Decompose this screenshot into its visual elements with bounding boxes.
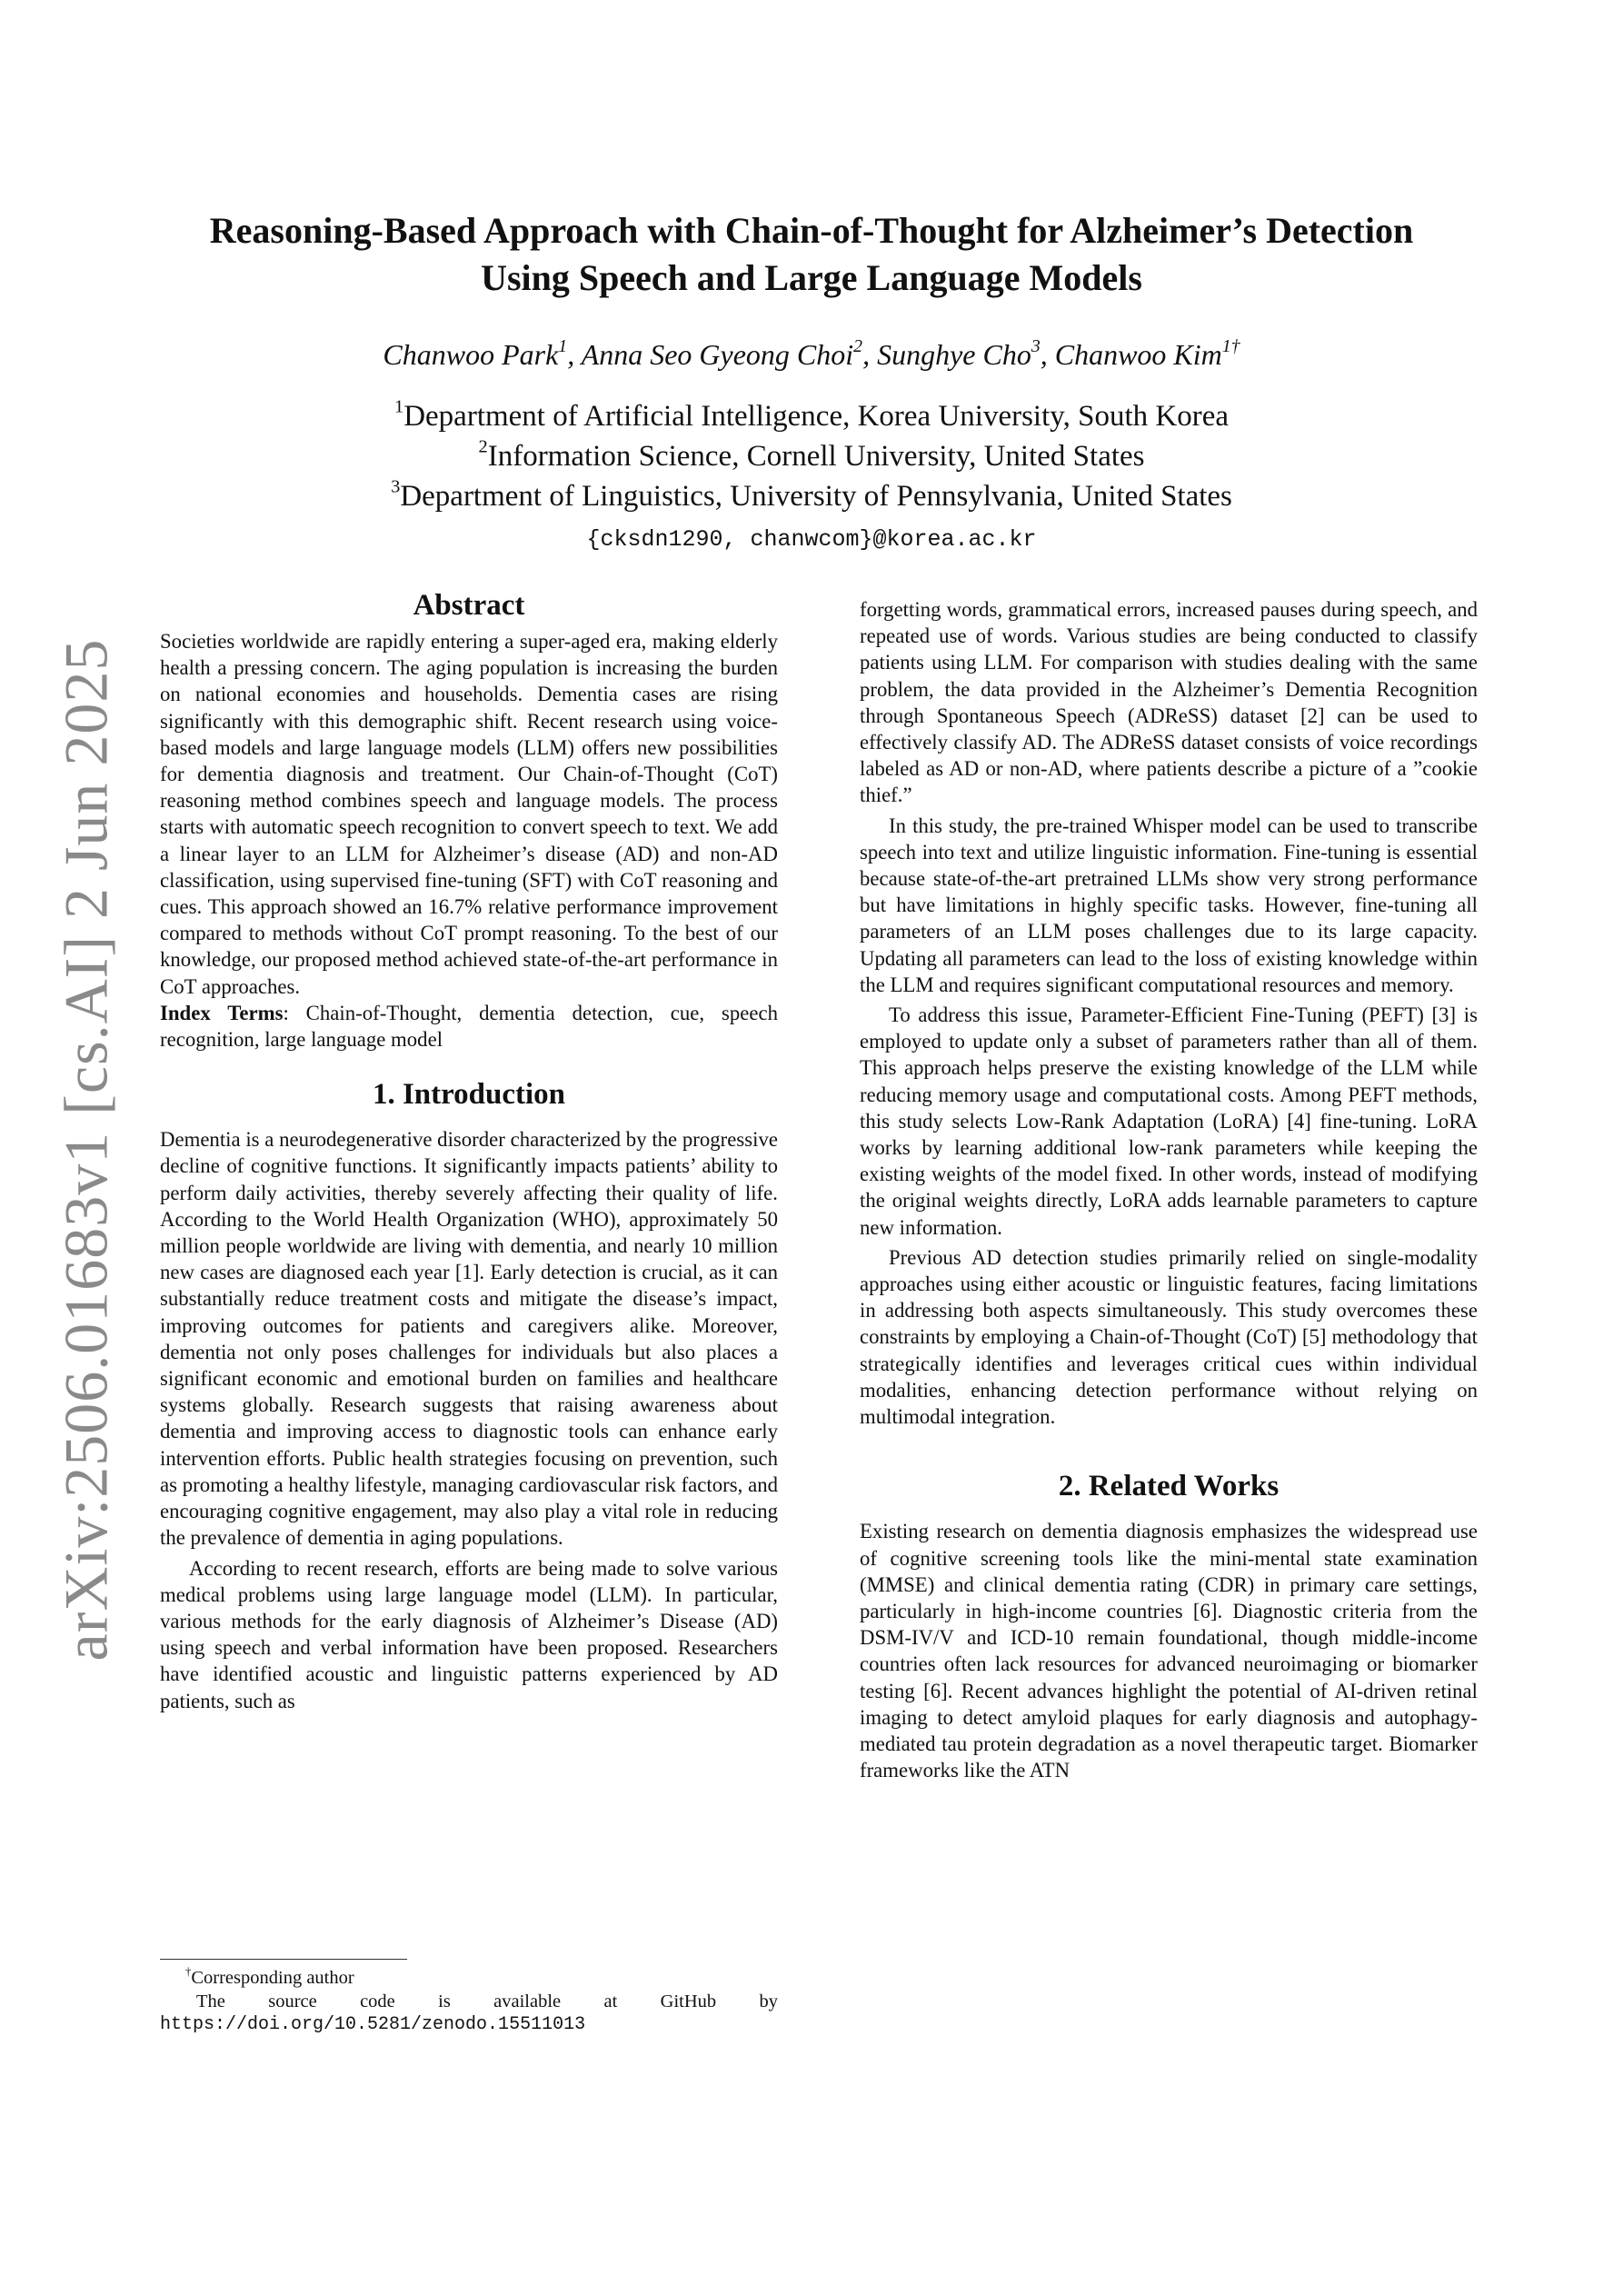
index-terms xyxy=(160,1000,778,1053)
author-separator: , xyxy=(567,338,582,371)
author-name: Chanwoo Park xyxy=(383,338,559,371)
affiliation-1 xyxy=(136,398,1487,434)
index-terms-text: : Chain-of-Thought, dementia detection, cue, speech recognition, large language model xyxy=(160,1001,778,1052)
author-affiliation-mark: 3 xyxy=(1031,336,1041,357)
source-code-footnote: The source code is available at GitHub by xyxy=(196,1992,778,2011)
related-works-paragraph-1: Existing research on dementia diagnosis emphasizes the widespread use of cognitive screening tools like the mini-mental state examination (MMSE) and clinical dementia rating (CDR) in primary care settings, particularly in high-income countries [6]. Diagnostic criteria from the DSM-IV/V and ICD-10 remain foundational, though middle-income countries often lack resources for advanced neuroimaging or biomarker testing [6]. Recent advances highlight the potential of AI-driven retinal imaging to detect amyloid plaques for early diagnosis and autophagy-mediated tau protein degradation as a novel therapeutic target. Biomarker frameworks like the ATN xyxy=(860,1520,1478,1782)
abstract-heading: Abstract xyxy=(413,589,525,622)
author-list xyxy=(136,336,1487,373)
footnote-divider xyxy=(160,1959,407,1960)
corresponding-author-text: Corresponding author xyxy=(191,1968,354,1988)
affiliation-text: Department of Artificial Intelligence, Korea University, South Korea xyxy=(403,400,1230,433)
introduction-paragraph-2: According to recent research, efforts are being made to solve various medical problems using large language model (LLM). In particular, various methods for the early diagnosis of Alzheimer’s Disease (AD) using speech and verbal information have been proposed. Researchers have identified acoustic and linguistic patterns experienced by AD patients, such as xyxy=(160,1556,778,1712)
footnotes xyxy=(160,1966,778,2037)
related-works-heading: 2. Related Works xyxy=(1058,1470,1279,1503)
arxiv-identifier: arXiv:2506.01683v1 [cs.AI] 2 Jun 2025 xyxy=(51,638,121,1662)
affiliation-mark: 2 xyxy=(478,436,488,457)
author-name: Sunghye Cho xyxy=(877,338,1031,371)
author-name: Chanwoo Kim xyxy=(1054,338,1222,371)
introduction-paragraph-2-continued: forgetting words, grammatical errors, increased pauses during speech, and repeated use of words. Various studies are being conducted to classify patients using LLM. For comparison with studies dealing with the same problem, the data provided in the Alzheimer’s Dementia Recognition through Spontaneous Speech (ADReSS) dataset [2] can be used to effectively classify AD. The ADReSS dataset consists of voice recordings labeled as AD or non-AD, where patients describe a picture of a ”cookie thief.” xyxy=(860,598,1478,807)
author-separator: , xyxy=(862,338,878,371)
abstract-body: Societies worldwide are rapidly entering a super-aged era, making elderly health a pressing concern. The aging population is increasing the burden on national economies and households. Dementia cases are rising significantly with this demographic shift. Recent research using voice-based models and large language models (LLM) offers new possibilities for dementia diagnosis and treatment. Our Chain-of-Thought (CoT) reasoning method combines speech and language models. The process starts with automatic speech recognition to convert speech to text. We add a linear layer to an LLM for Alzheimer’s disease (AD) and non-AD classification, using supervised fine-tuning (SFT) with CoT reasoning and cues. This approach showed an 16.7% relative performance improvement compared to methods without CoT prompt reasoning. To the best of our knowledge, our proposed method achieved state-of-the-art performance in CoT approaches. xyxy=(160,630,778,998)
introduction-paragraph-3: In this study, the pre-trained Whisper model can be used to transcribe speech into text and utilize linguistic information. Fine-tuning is essential because state-of-the-art pretrained LLMs show very strong performance but have limitations in highly specific tasks. However, fine-tuning all parameters of an LLM poses challenges due to its large capacity. Updating all parameters can lead to the loss of existing knowledge within the LLM and requires significant computational resources and memory. xyxy=(860,814,1478,996)
paper-title xyxy=(136,207,1487,302)
affiliation-mark: 3 xyxy=(391,476,401,497)
author-affiliation-mark: 1 xyxy=(558,336,568,357)
author-name: Anna Seo Gyeong Choi xyxy=(581,338,854,371)
author-affiliation-mark: 1† xyxy=(1221,336,1240,357)
introduction-paragraph-1: Dementia is a neurodegenerative disorder characterized by the progressive decline of cognitive functions. It significantly impacts patients’ ability to perform daily activities, thereby severely affecting their quality of life. According to the World Health Organization (WHO), approximately 50 million people worldwide are living with dementia, and nearly 10 million new cases are diagnosed each year [1]. Early detection is crucial, as it can substantially reduce treatment costs and mitigate the disease’s impact, improving outcomes for patients and caregivers alike. Moreover, dementia not only poses challenges for individuals but also places a significant economic and emotional burden on families and healthcare systems globally. Research suggests that raising awareness about dementia and improving access to diagnostic tools can enhance early intervention efforts. Public health strategies focusing on prevention, such as promoting a healthy lifestyle, managing cardiovascular risk factors, and encouraging cognitive engagement, may also play a vital role in reducing the prevalence of dementia in aging populations. xyxy=(160,1128,778,1550)
affiliation-mark: 1 xyxy=(393,396,404,417)
corresponding-author-footnote xyxy=(160,1966,778,1990)
title-line-2: Using Speech and Large Language Models xyxy=(481,257,1142,298)
author-emails: {cksdn1290, chanwcom}@korea.ac.kr xyxy=(586,526,1037,553)
affiliation-text: Information Science, Cornell University, United States xyxy=(487,440,1145,473)
introduction-paragraph-4: To address this issue, Parameter-Efficient Fine-Tuning (PEFT) [3] is employed to update only a subset of parameters rather than all of them. This approach helps preserve the existing knowledge of the LLM while reducing memory usage and computational costs. Among PEFT methods, this study selects Low-Rank Adaptation (LoRA) [4] fine-tuning. LoRA works by learning additional low-rank parameters while keeping the existing weights of the model fixed. In other words, instead of modifying the original weights directly, LoRA adds learnable parameters to capture new information. xyxy=(860,1003,1478,1239)
index-terms-label: Index Terms xyxy=(160,1001,284,1024)
affiliation-2 xyxy=(136,438,1487,474)
source-code-link[interactable]: https://doi.org/10.5281/zenodo.15511013 xyxy=(160,2014,586,2035)
affiliation-text: Department of Linguistics, University of Pennsylvania, United States xyxy=(400,480,1232,513)
introduction-paragraph-5: Previous AD detection studies primarily relied on single-modality approaches using either acoustic or linguistic features, facing limitations in addressing both aspects simultaneously. This study overcomes these constraints by employing a Chain-of-Thought (CoT) [5] methodology that strategically identifies and leverages critical cues within individual modalities, enhancing detection performance without relying on multimodal integration. xyxy=(860,1245,1478,1429)
title-line-1: Reasoning-Based Approach with Chain-of-Thought for Alzheimer’s Detection xyxy=(209,210,1414,251)
left-column xyxy=(160,587,778,1714)
footnote-mark: † xyxy=(185,1965,192,1979)
right-column xyxy=(860,596,1478,1783)
introduction-heading: 1. Introduction xyxy=(372,1078,566,1112)
author-separator: , xyxy=(1040,338,1055,371)
author-affiliation-mark: 2 xyxy=(853,336,863,357)
affiliation-3 xyxy=(136,478,1487,514)
